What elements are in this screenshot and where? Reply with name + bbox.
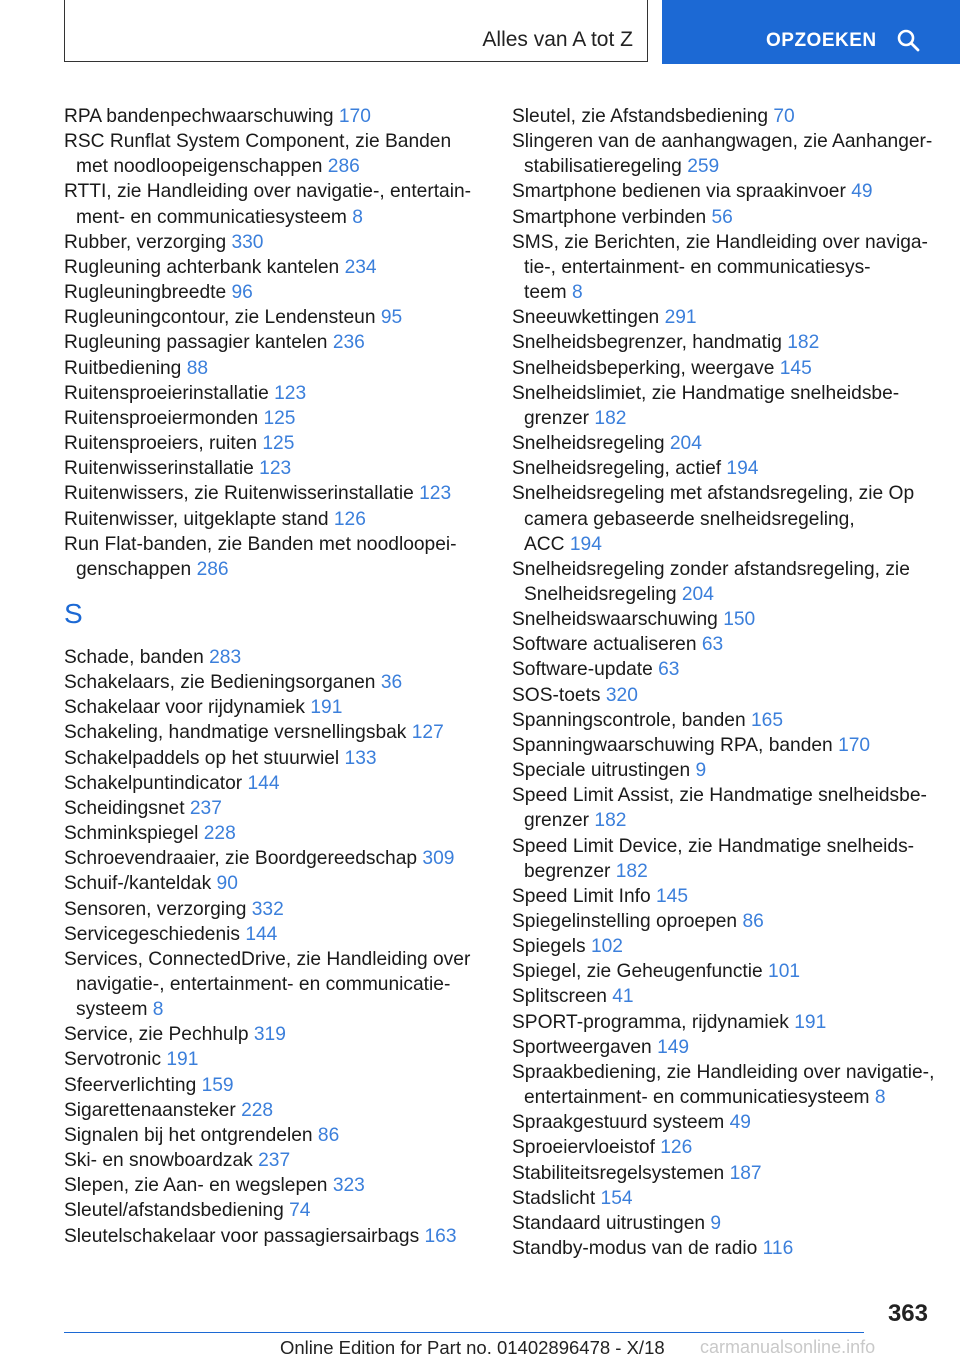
page-link[interactable]: 291 (664, 307, 697, 329)
index-entry (64, 381, 494, 406)
index-entry-text: SOS-toets (512, 684, 601, 706)
index-entry-text: RTTI, zie Handleiding over navigatie-, entertain‐ ment- en communicatiesysteem (64, 181, 472, 228)
page-link[interactable]: 70 (773, 106, 795, 127)
footer-divider (64, 1332, 864, 1333)
page-link[interactable]: 165 (750, 709, 783, 731)
index-entry-text: Schuif-/kanteldak (64, 873, 212, 895)
page-link[interactable]: 125 (263, 407, 296, 429)
page-link[interactable]: 63 (701, 634, 724, 656)
index-entry-text: Splitscreen (512, 986, 607, 1008)
index-entry-text: Sleutelschakelaar voor passagiersairbags (64, 1225, 420, 1247)
section-letter-s: S (64, 597, 83, 629)
index-entry-text: Snelheidsregeling, actief (512, 458, 722, 480)
index-entry-text: Ruitenwissers, zie Ruitenwisserinstallatie (64, 483, 414, 505)
index-entry (512, 934, 952, 959)
page-link[interactable]: 9 (710, 1212, 722, 1234)
page-link[interactable]: 144 (245, 923, 278, 945)
page-link[interactable]: 228 (203, 823, 236, 845)
index-entry (512, 1035, 952, 1060)
index-entry-text: Snelheidswaarschuwing (512, 609, 718, 631)
page-link[interactable]: 102 (590, 936, 623, 958)
index-entry (512, 381, 952, 431)
index-entry-text: Spraakgestuurd systeem (512, 1112, 725, 1134)
index-entry (512, 959, 952, 984)
index-entry (64, 456, 494, 481)
tab-alles-label: Alles van A tot Z (482, 28, 633, 51)
page-link[interactable]: 191 (310, 697, 343, 719)
index-entry (512, 1161, 952, 1186)
page-link[interactable]: 95 (380, 307, 403, 329)
page-link[interactable]: 8 (152, 999, 164, 1021)
page-link[interactable]: 182 (594, 407, 627, 429)
index-entry (512, 431, 952, 456)
index-entry-text: Schade, banden (64, 646, 204, 668)
index-entry (512, 632, 952, 657)
index-entry (64, 645, 494, 670)
page-link[interactable]: 204 (681, 583, 714, 605)
index-entry (512, 884, 952, 909)
page-link[interactable]: 8 (874, 1087, 886, 1109)
index-entry (64, 532, 494, 582)
index-entry (64, 1098, 494, 1123)
page-link[interactable]: 163 (424, 1225, 457, 1247)
page-link[interactable]: 90 (216, 873, 238, 895)
page-link[interactable]: 88 (186, 357, 209, 379)
index-entry-text: Smartphone verbinden (512, 206, 707, 228)
index-entry-text: Rugleuningbreedte (64, 282, 227, 304)
page-link[interactable]: 56 (711, 206, 733, 228)
page-link[interactable]: 320 (605, 684, 638, 706)
page-link[interactable]: 259 (687, 156, 720, 178)
index-entry (512, 129, 952, 179)
index-entry-text: Scheidingsnet (64, 797, 185, 819)
page-link[interactable]: 96 (231, 282, 253, 304)
index-entry-text: Ruitensproeierinstallatie (64, 382, 269, 404)
index-entry (512, 758, 952, 783)
index-entry-text: Service, zie Pechhulp (64, 1024, 249, 1046)
index-entry (512, 733, 952, 758)
index-entry-text: Spanningwaarschuwing RPA, banden (512, 734, 833, 756)
page-link[interactable]: 154 (600, 1187, 633, 1209)
index-entry (512, 683, 952, 708)
index-group-r (64, 104, 494, 582)
index-entry (512, 783, 952, 833)
index-entry-text: Ruitenwisserinstallatie (64, 458, 254, 480)
index-entry-text: Speed Limit Device, zie Handmatige snelheids‐ begrenzer (512, 835, 915, 882)
index-entry (64, 230, 494, 255)
index-entry-text: Software actualiseren (512, 634, 697, 656)
page-link[interactable]: 170 (838, 734, 871, 756)
page-link[interactable]: 283 (209, 646, 242, 668)
index-entry (512, 205, 952, 230)
tab-alles-van-a-tot-z[interactable] (64, 0, 648, 62)
page-link[interactable]: 234 (344, 256, 377, 278)
index-column-left (64, 104, 494, 1249)
index-entry (64, 1022, 494, 1047)
page-link[interactable]: 149 (657, 1036, 690, 1058)
index-entry-text: Standby-modus van de radio (512, 1238, 758, 1260)
page-link[interactable]: 126 (660, 1137, 693, 1159)
index-entry (512, 179, 952, 204)
page-link[interactable]: 123 (274, 382, 307, 404)
index-entry-text: Servotronic (64, 1049, 162, 1071)
page-link[interactable]: 144 (247, 772, 280, 794)
page-link[interactable]: 116 (762, 1238, 794, 1260)
index-entry-text: Snelheidsregeling met afstandsregeling, zie Op camera gebaseerde snelheidsregeling, ACC (512, 483, 915, 555)
index-entry (64, 1047, 494, 1072)
index-entry (512, 657, 952, 682)
page-link[interactable]: 191 (166, 1049, 199, 1071)
tab-opzoeken[interactable] (662, 0, 960, 64)
index-entry (512, 1110, 952, 1135)
index-entry-text: Sensoren, verzorging (64, 898, 247, 920)
index-entry-text: Ruitbediening (64, 357, 182, 379)
page-link[interactable]: 150 (723, 609, 756, 631)
index-entry (64, 507, 494, 532)
index-entry-text: Slepen, zie Aan- en wegslepen (64, 1175, 328, 1197)
page-link[interactable]: 330 (231, 231, 264, 253)
page-link[interactable]: 191 (794, 1011, 827, 1033)
page-link[interactable]: 204 (669, 433, 702, 455)
page-link[interactable]: 237 (189, 797, 222, 819)
index-entry (64, 871, 494, 896)
index-entry (64, 305, 494, 330)
page-link[interactable]: 182 (594, 810, 627, 832)
page-link[interactable]: 127 (411, 722, 444, 744)
index-entry-text: Snelheidslimiet, zie Handmatige snelheidsbe‐ grenzer (512, 382, 900, 429)
page-link[interactable]: 63 (658, 659, 680, 681)
index-entry (512, 557, 952, 607)
index-entry-text: Stadslicht (512, 1187, 596, 1209)
index-column-right (512, 104, 952, 1261)
top-navigation-bar (0, 0, 960, 66)
index-entry (64, 406, 494, 431)
index-entry (64, 129, 494, 179)
index-entry (64, 1224, 494, 1249)
index-entry (512, 1211, 952, 1236)
index-entry (512, 356, 952, 381)
page-link[interactable]: 194 (726, 458, 759, 480)
index-entry-text: Services, ConnectedDrive, zie Handleiding over navigatie-, entertainment- en communicatie‐ systeem (64, 948, 471, 1021)
index-entry (64, 330, 494, 355)
page-link[interactable]: 319 (253, 1024, 286, 1046)
index-entry-text: Ski- en snowboardzak (64, 1150, 253, 1172)
index-entry-text: Sfeerverlichting (64, 1074, 197, 1096)
page-link[interactable]: 41 (612, 986, 634, 1008)
index-entry (512, 607, 952, 632)
index-entry-text: Spiegels (512, 936, 586, 958)
index-entry (64, 821, 494, 846)
index-entry-text: Schakelpaddels op het stuurwiel (64, 747, 340, 769)
index-entry-text: Servicegeschiedenis (64, 923, 240, 945)
page-link[interactable]: 170 (338, 106, 371, 127)
index-entry-text: Schroevendraaier, zie Boordgereedschap (64, 848, 418, 870)
page-link[interactable]: 9 (695, 760, 707, 782)
page-number: 363 (887, 1300, 928, 1327)
page-link[interactable]: 74 (289, 1200, 311, 1222)
index-entry-text: Sproeiervloeistof (512, 1137, 655, 1159)
search-icon (896, 28, 920, 52)
page-link[interactable]: 145 (779, 357, 812, 379)
index-entry (512, 834, 952, 884)
index-entry (512, 1186, 952, 1211)
page-link[interactable]: 49 (729, 1112, 751, 1134)
index-entry (64, 255, 494, 280)
index-entry (512, 1135, 952, 1160)
page-link[interactable]: 236 (332, 332, 365, 354)
index-entry (512, 456, 952, 481)
index-entry (64, 1073, 494, 1098)
index-entry (64, 771, 494, 796)
page-link[interactable]: 123 (259, 458, 292, 480)
index-entry (64, 1173, 494, 1198)
index-entry-text: Ruitenwisser, uitgeklapte stand (64, 508, 329, 530)
page-link[interactable]: 237 (258, 1150, 291, 1172)
index-entry (64, 280, 494, 305)
index-entry-text: Speciale uitrustingen (512, 760, 691, 782)
index-entry-text: Smartphone bedienen via spraakinvoer (512, 181, 846, 203)
page-link[interactable]: 145 (656, 885, 689, 907)
index-entry-text: Snelheidsregeling zonder afstandsregeling, zie Snelheidsregeling (512, 558, 910, 605)
index-entry-text: Schakelpuntindicator (64, 772, 243, 794)
index-entry-text: Run Flat-banden, zie Banden met noodloopei‐ genschappen (64, 533, 457, 580)
index-entry (512, 708, 952, 733)
index-entry-text: Schminkspiegel (64, 823, 199, 845)
page-link[interactable]: 228 (241, 1099, 274, 1121)
index-entry (512, 1060, 952, 1110)
index-entry (64, 481, 494, 506)
index-entry (512, 104, 952, 129)
index-entry (512, 984, 952, 1009)
index-entry-text: SMS, zie Berichten, zie Handleiding over naviga‐ tie-, entertainment- en communicatiesys‐ teem (512, 231, 928, 304)
footer-edition-text: Online Edition for Part no. 01402896478 - X/18 (280, 1337, 665, 1358)
index-entry-text: Schakelaars, zie Bedieningsorganen (64, 672, 376, 694)
page-link[interactable]: 182 (615, 860, 648, 882)
index-entry-text: Ruitensproeiermonden (64, 407, 259, 429)
index-entry (64, 179, 494, 229)
index-entry (64, 104, 494, 129)
page-link[interactable]: 126 (333, 508, 366, 530)
index-entry (64, 846, 494, 871)
index-entry (64, 1148, 494, 1173)
page-link[interactable]: 86 (317, 1124, 340, 1146)
index-entry (512, 1010, 952, 1035)
index-entry-text: RSC Runflat System Component, zie Banden met noodloopeigenschappen (64, 131, 452, 178)
index-entry-text: Sleutel, zie Afstandsbediening (512, 106, 769, 127)
index-entry (64, 1123, 494, 1148)
watermark: carmanualsonline.info (700, 1337, 876, 1357)
index-entry (512, 481, 952, 556)
page-link[interactable]: 8 (352, 206, 363, 228)
index-entry (512, 330, 952, 355)
page-link[interactable]: 49 (851, 181, 873, 203)
index-entry (512, 305, 952, 330)
index-entry (64, 670, 494, 695)
index-group-s-continued (512, 104, 952, 1261)
index-entry-text: Schakelaar voor rijdynamiek (64, 697, 306, 719)
index-entry (512, 909, 952, 934)
index-entry-text: Stabiliteitsregelsystemen (512, 1162, 725, 1184)
index-entry (64, 746, 494, 771)
index-entry (64, 796, 494, 821)
index-entry-text: Rugleuning passagier kantelen (64, 332, 328, 354)
index-entry (64, 947, 494, 1022)
index-entry-text: Spiegel, zie Geheugenfunctie (512, 961, 763, 983)
page-link[interactable]: 125 (262, 433, 295, 455)
index-entry-text: Spanningscontrole, banden (512, 709, 746, 731)
tab-opzoeken-label: OPZOEKEN (766, 30, 877, 51)
index-entry (64, 720, 494, 745)
index-entry (64, 897, 494, 922)
index-entry-text: Software-update (512, 659, 653, 681)
index-entry (512, 230, 952, 305)
page-link[interactable]: 86 (742, 911, 764, 932)
index-entry-text: Snelheidsregeling (512, 433, 665, 455)
index-entry-text: Sneeuwkettingen (512, 307, 660, 329)
index-entry (512, 1236, 952, 1261)
index-entry-text: Spraakbediening, zie Handleiding over navigatie-, entertainment- en communicatiesysteem (512, 1061, 935, 1109)
index-entry (64, 431, 494, 456)
page-link[interactable]: 182 (787, 332, 820, 354)
index-entry-text: Sigarettenaansteker (64, 1099, 236, 1121)
index-entry-text: Schakeling, handmatige versnellingsbak (64, 722, 407, 744)
index-entry-text: Snelheidsbegrenzer, handmatig (512, 332, 782, 354)
index-entry-text: RPA bandenpechwaarschuwing (64, 106, 334, 127)
index-entry-text: Standaard uitrustingen (512, 1212, 706, 1234)
index-entry-text: Spiegelinstelling oproepen (512, 911, 738, 932)
page-link[interactable]: 286 (327, 156, 360, 178)
index-entry (64, 1198, 494, 1223)
index-group-s (64, 645, 494, 1249)
page-link[interactable]: 194 (569, 533, 602, 555)
index-entry-text: Snelheidsbeperking, weergave (512, 357, 775, 379)
page-link[interactable]: 187 (729, 1162, 762, 1184)
page-link[interactable]: 323 (332, 1175, 365, 1197)
index-entry-text: Rubber, verzorging (64, 231, 227, 253)
page-link[interactable]: 123 (419, 483, 452, 505)
index-entry-text: Signalen bij het ontgrendelen (64, 1124, 313, 1146)
index-entry-text: Ruitensproeiers, ruiten (64, 433, 258, 455)
page-link[interactable]: 159 (201, 1074, 234, 1096)
index-entry-text: Speed Limit Info (512, 885, 651, 907)
index-entry (64, 695, 494, 720)
index-entry-text: Sportweergaven (512, 1036, 652, 1058)
index-entry-text: Rugleuning achterbank kantelen (64, 256, 340, 278)
page-link[interactable]: 133 (344, 747, 377, 769)
index-entry (64, 356, 494, 381)
index-entry (64, 922, 494, 947)
index-entry-text: Speed Limit Assist, zie Handmatige snelheidsbe‐ grenzer (512, 785, 927, 832)
page-link[interactable]: 332 (251, 898, 284, 920)
index-entry-text: Sleutel/afstandsbediening (64, 1200, 284, 1222)
page-link[interactable]: 286 (196, 558, 229, 580)
page-link[interactable]: 309 (422, 848, 455, 870)
index-entry-text: Rugleuningcontour, zie Lendensteun (64, 307, 376, 329)
index-entry-text: Slingeren van de aanhangwagen, zie Aanhanger‐ stabilisatieregeling (512, 131, 933, 178)
page-link[interactable]: 36 (380, 672, 403, 694)
page-link[interactable]: 8 (572, 282, 583, 304)
index-entry-text: SPORT-programma, rijdynamiek (512, 1011, 789, 1033)
page-link[interactable]: 101 (768, 961, 801, 983)
